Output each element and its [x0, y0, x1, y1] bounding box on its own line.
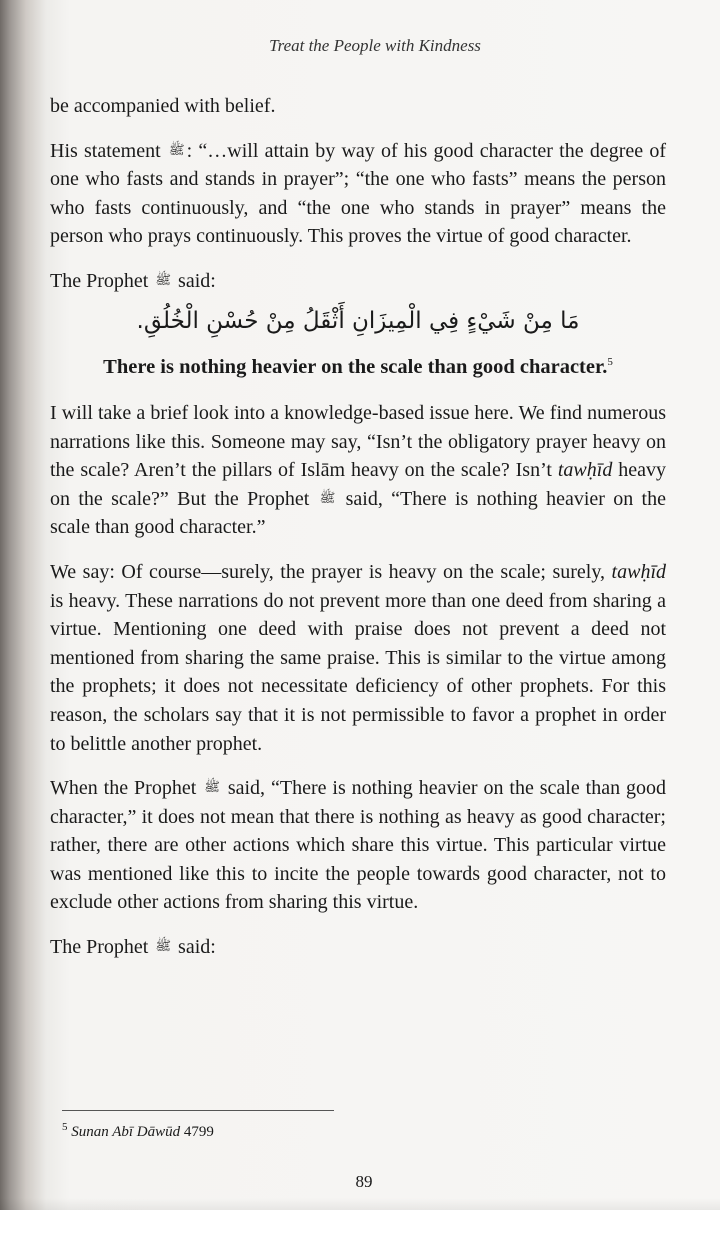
paragraph-4: I will take a brief look into a knowledge-based issue here. We find numerous narrations like this. Someone may say, “Isn’t the obligatory prayer heavy on the scale? Aren’t the pillars of Islām heavy on the scale? Isn’t tawḥīd heavy on the scale?” But the Prophet ﷺ said, “There is nothing heavier on the scale than good character.” [50, 401, 666, 539]
page-body [50, 92, 666, 962]
footnote-source: Sunan Abī Dāwūd [71, 1124, 181, 1140]
paragraph-3: The Prophet ﷺ said: [50, 267, 666, 296]
hadith-translation: There is nothing heavier on the scale than good character.$^5$ [103, 355, 613, 378]
page-number: 89 [355, 1172, 373, 1191]
footnote-divider [62, 1110, 334, 1111]
arabic-hadith: مَا مِنْ شَيْءٍ فِي الْمِيزَانِ أَثْقَلُ مِنْ حُسْنِ الْخُلُقِ. [136, 307, 580, 334]
salutation-symbol: ﷺ [204, 780, 220, 796]
salutation-symbol: ﷺ [155, 939, 172, 955]
salutation-symbol: ﷺ [319, 490, 336, 506]
footnote-reference: 4799 [183, 1124, 214, 1140]
paragraph-6: When the Prophet ﷺ said, “There is nothing heavier on the scale than good character,” it does not mean that there is nothing as heavy as good character; rather, there are other actions which share this virtue. This particular virtue was mentioned like this to incite the people towards good character, not to exclude other actions from sharing this virtue. [50, 774, 666, 917]
paragraph-1: be accompanied with belief. [50, 95, 276, 117]
salutation-symbol: ﷺ [155, 272, 172, 288]
salutation-symbol: ﷺ [168, 142, 185, 158]
paragraph-7: The Prophet ﷺ said: [50, 933, 666, 962]
footnote-marker: 5 [607, 355, 613, 368]
paragraph-5: We say: Of course—surely, the prayer is heavy on the scale; surely, tawḥīd is heavy. These narrations do not prevent more than one deed from sharing a virtue. Mentioning one deed with praise does not prevent a deed not mentioned from sharing the same praise. This is similar to the virtue among the prophets; it does not necessitate deficiency of other prophets. For this reason, the scholars say that it is not permissible to favor a prophet in order to belittle another prophet. [50, 560, 666, 755]
running-header: Treat the People with Kindness [269, 36, 481, 55]
footnote [62, 1121, 214, 1141]
paragraph-2: His statement ﷺ : “…will attain by way of his good character the degree of one who fasts and stands in prayer”; “the one who fasts” means the person who fasts continuously, and “the one who stands in prayer” means the person who prays continuously. This proves the virtue of good character. [50, 137, 666, 251]
footnote-number: 5 [62, 1121, 68, 1133]
